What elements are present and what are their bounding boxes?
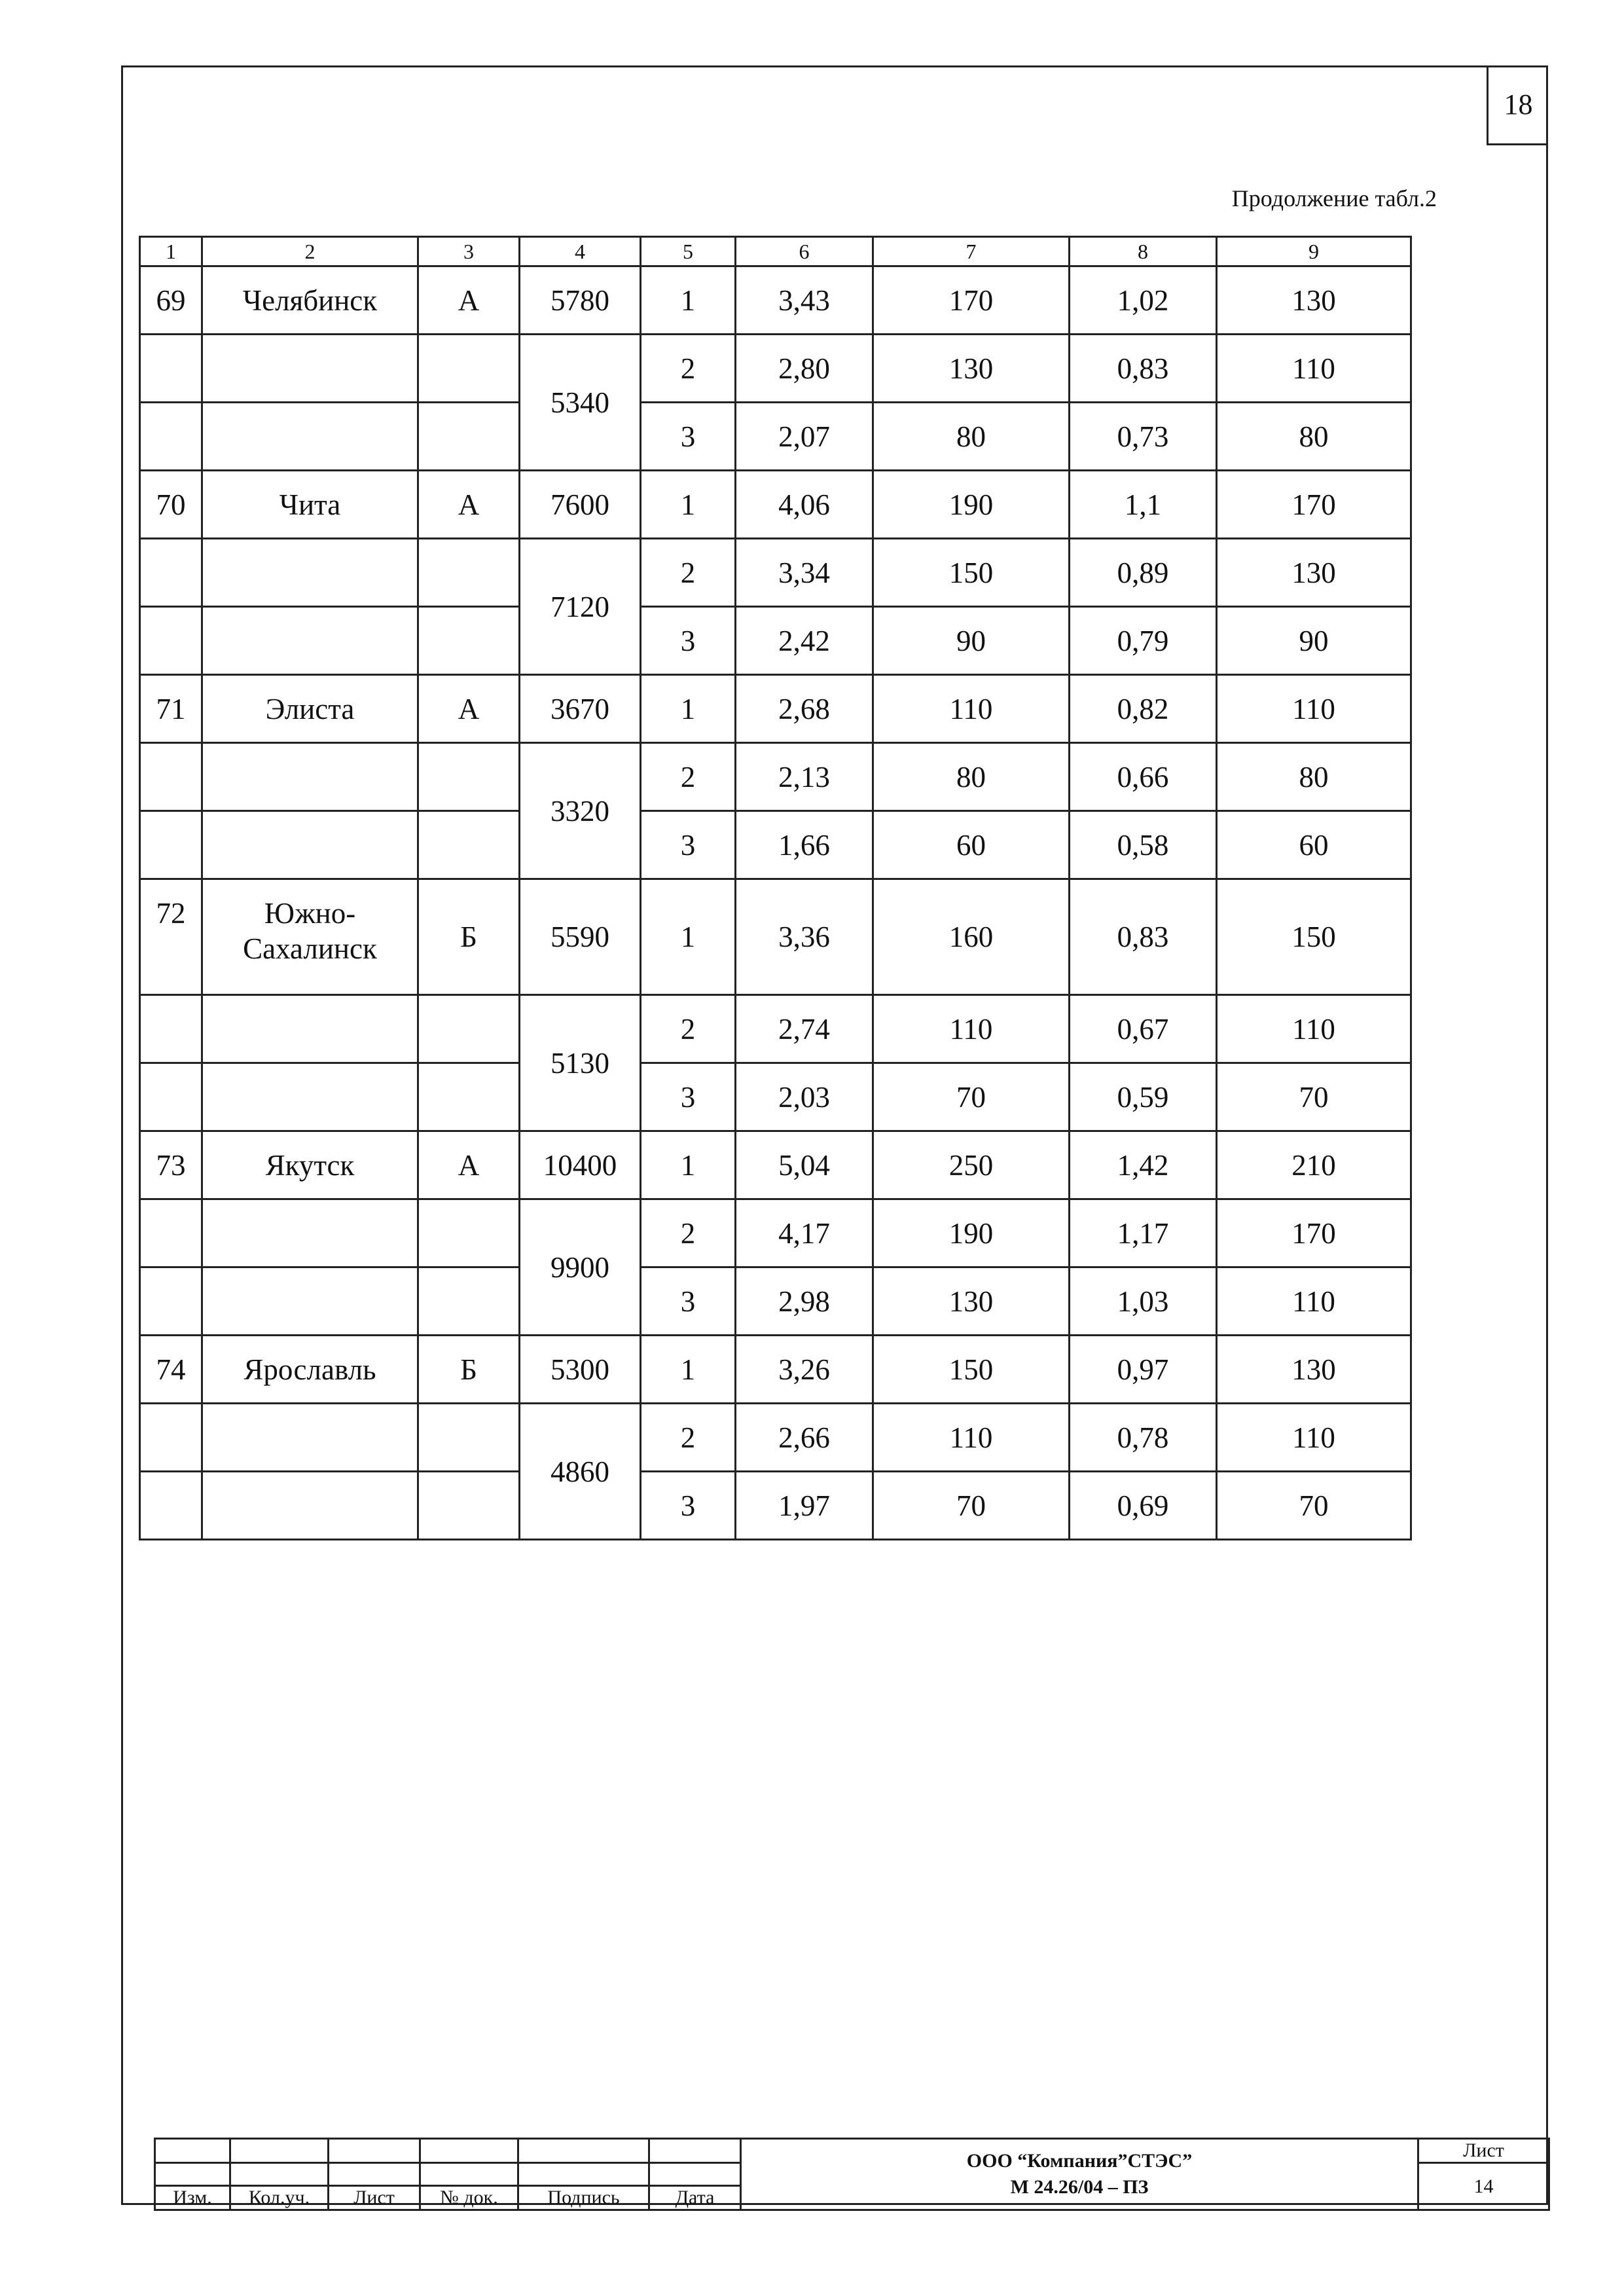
city-name: Челябинск (202, 266, 418, 335)
row-number: 74 (140, 1336, 202, 1404)
table-row (140, 335, 1411, 403)
table-row (140, 1472, 1411, 1540)
row-number: 73 (140, 1131, 202, 1199)
value-col9: 110 (1217, 675, 1411, 743)
value-col7: 60 (873, 811, 1070, 879)
value-col6: 1,97 (736, 1472, 873, 1540)
zone-type: Б (418, 1336, 520, 1404)
empty-cell (140, 1404, 202, 1472)
value-col5: 1 (641, 879, 736, 995)
value-col5: 1 (641, 1131, 736, 1199)
stamp-label-count: Кол.уч. (230, 2186, 329, 2210)
zone-type: А (418, 471, 520, 539)
empty-cell (140, 335, 202, 403)
value-col4: 5340 (520, 335, 641, 471)
empty-cell (418, 1063, 520, 1131)
column-header: 1 (140, 237, 202, 266)
empty-cell (418, 743, 520, 811)
value-col8: 0,79 (1070, 607, 1217, 675)
stamp-cell (420, 2163, 518, 2186)
value-col7: 70 (873, 1472, 1070, 1540)
value-col9: 110 (1217, 1267, 1411, 1336)
table-row (140, 266, 1411, 335)
table-row (140, 1199, 1411, 1267)
table-header-row (140, 237, 1411, 266)
document-code: М 24.26/04 – ПЗ (1010, 2176, 1149, 2198)
value-col9: 130 (1217, 1336, 1411, 1404)
city-name: Ярославль (202, 1336, 418, 1404)
value-col4: 10400 (520, 1131, 641, 1199)
row-number: 70 (140, 471, 202, 539)
value-col6: 2,68 (736, 675, 873, 743)
value-col4: 9900 (520, 1199, 641, 1336)
value-col5: 3 (641, 403, 736, 471)
row-number: 69 (140, 266, 202, 335)
value-col8: 0,67 (1070, 995, 1217, 1063)
value-col7: 130 (873, 335, 1070, 403)
value-col4: 7600 (520, 471, 641, 539)
empty-cell (202, 403, 418, 471)
table-row (140, 743, 1411, 811)
column-header: 4 (520, 237, 641, 266)
value-col9: 110 (1217, 1404, 1411, 1472)
value-col7: 110 (873, 675, 1070, 743)
title-block (154, 2138, 1550, 2211)
company-name: ООО “Компания”СТЭС” (966, 2149, 1193, 2172)
empty-cell (418, 1472, 520, 1540)
column-header: 9 (1217, 237, 1411, 266)
stamp-label-date: Дата (649, 2186, 741, 2210)
column-header: 3 (418, 237, 520, 266)
value-col4: 5130 (520, 995, 641, 1131)
value-col7: 110 (873, 1404, 1070, 1472)
value-col8: 0,83 (1070, 879, 1217, 995)
value-col9: 90 (1217, 607, 1411, 675)
stamp-cell (230, 2139, 329, 2163)
empty-cell (140, 403, 202, 471)
value-col5: 2 (641, 1199, 736, 1267)
value-col5: 3 (641, 607, 736, 675)
value-col7: 80 (873, 743, 1070, 811)
value-col6: 2,80 (736, 335, 873, 403)
value-col6: 3,36 (736, 879, 873, 995)
value-col5: 1 (641, 266, 736, 335)
stamp-cell (155, 2139, 230, 2163)
table-row (140, 1131, 1411, 1199)
value-col5: 1 (641, 471, 736, 539)
value-col5: 2 (641, 1404, 736, 1472)
empty-cell (140, 995, 202, 1063)
empty-cell (418, 539, 520, 607)
table-row (140, 1404, 1411, 1472)
empty-cell (202, 743, 418, 811)
value-col7: 150 (873, 1336, 1070, 1404)
stamp-cell (230, 2163, 329, 2186)
stamp-cell (518, 2139, 649, 2163)
company-block (741, 2139, 1418, 2210)
value-col5: 1 (641, 675, 736, 743)
empty-cell (418, 1404, 520, 1472)
value-col6: 3,26 (736, 1336, 873, 1404)
value-col4: 7120 (520, 539, 641, 675)
empty-cell (418, 1267, 520, 1336)
value-col8: 0,58 (1070, 811, 1217, 879)
empty-cell (202, 1472, 418, 1540)
value-col5: 2 (641, 743, 736, 811)
value-col5: 3 (641, 1472, 736, 1540)
value-col4: 4860 (520, 1404, 641, 1540)
value-col5: 2 (641, 539, 736, 607)
empty-cell (202, 995, 418, 1063)
value-col8: 1,02 (1070, 266, 1217, 335)
value-col8: 1,42 (1070, 1131, 1217, 1199)
table-row (140, 403, 1411, 471)
value-col6: 1,66 (736, 811, 873, 879)
value-col6: 4,17 (736, 1199, 873, 1267)
value-col8: 0,97 (1070, 1336, 1217, 1404)
value-col9: 130 (1217, 266, 1411, 335)
zone-type: А (418, 266, 520, 335)
value-col6: 2,13 (736, 743, 873, 811)
value-col8: 0,73 (1070, 403, 1217, 471)
table-row (140, 471, 1411, 539)
value-col9: 70 (1217, 1472, 1411, 1540)
table-row (140, 1336, 1411, 1404)
value-col8: 0,83 (1070, 335, 1217, 403)
value-col4: 3320 (520, 743, 641, 879)
value-col8: 0,66 (1070, 743, 1217, 811)
value-col4: 5780 (520, 266, 641, 335)
empty-cell (418, 403, 520, 471)
value-col8: 0,82 (1070, 675, 1217, 743)
data-table (139, 236, 1412, 1540)
city-name: Чита (202, 471, 418, 539)
value-col6: 4,06 (736, 471, 873, 539)
stamp-cell (649, 2163, 741, 2186)
value-col6: 2,66 (736, 1404, 873, 1472)
empty-cell (418, 335, 520, 403)
empty-cell (140, 811, 202, 879)
empty-cell (140, 1267, 202, 1336)
stamp-label-docno: № док. (420, 2186, 518, 2210)
table-row (140, 607, 1411, 675)
value-col8: 0,69 (1070, 1472, 1217, 1540)
value-col9: 80 (1217, 743, 1411, 811)
value-col5: 1 (641, 1336, 736, 1404)
zone-type: А (418, 675, 520, 743)
empty-cell (202, 607, 418, 675)
value-col8: 0,59 (1070, 1063, 1217, 1131)
table-row (140, 811, 1411, 879)
empty-cell (202, 1199, 418, 1267)
value-col6: 2,03 (736, 1063, 873, 1131)
stamp-cell (329, 2163, 420, 2186)
city-name: Элиста (202, 675, 418, 743)
empty-cell (140, 607, 202, 675)
value-col9: 80 (1217, 403, 1411, 471)
continuation-label: Продолжение табл.2 (1231, 185, 1437, 211)
value-col7: 130 (873, 1267, 1070, 1336)
value-col7: 190 (873, 471, 1070, 539)
value-col7: 190 (873, 1199, 1070, 1267)
value-col6: 2,07 (736, 403, 873, 471)
table-row (140, 879, 1411, 995)
empty-cell (202, 539, 418, 607)
value-col9: 110 (1217, 335, 1411, 403)
zone-type: Б (418, 879, 520, 995)
city-name: Южно- Сахалинск (202, 879, 418, 995)
value-col9: 170 (1217, 1199, 1411, 1267)
value-col5: 3 (641, 1063, 736, 1131)
value-col7: 250 (873, 1131, 1070, 1199)
value-col4: 5590 (520, 879, 641, 995)
row-number: 72 (140, 879, 202, 995)
page-number: 18 (1487, 65, 1548, 145)
value-col8: 0,89 (1070, 539, 1217, 607)
value-col8: 0,78 (1070, 1404, 1217, 1472)
value-col6: 5,04 (736, 1131, 873, 1199)
empty-cell (202, 1404, 418, 1472)
value-col9: 70 (1217, 1063, 1411, 1131)
value-col9: 110 (1217, 995, 1411, 1063)
value-col7: 90 (873, 607, 1070, 675)
value-col8: 1,17 (1070, 1199, 1217, 1267)
value-col7: 160 (873, 879, 1070, 995)
table-row (140, 1267, 1411, 1336)
value-col5: 3 (641, 811, 736, 879)
empty-cell (202, 811, 418, 879)
value-col5: 2 (641, 995, 736, 1063)
empty-cell (140, 1063, 202, 1131)
empty-cell (202, 1267, 418, 1336)
value-col6: 3,34 (736, 539, 873, 607)
stamp-cell (420, 2139, 518, 2163)
stamp-cell (649, 2139, 741, 2163)
table-row (140, 995, 1411, 1063)
value-col6: 2,74 (736, 995, 873, 1063)
stamp-cell (329, 2139, 420, 2163)
empty-cell (140, 1199, 202, 1267)
table-row (140, 1063, 1411, 1131)
empty-cell (202, 335, 418, 403)
value-col9: 210 (1217, 1131, 1411, 1199)
stamp-cell (155, 2163, 230, 2186)
stamp-cell (518, 2163, 649, 2186)
value-col8: 1,03 (1070, 1267, 1217, 1336)
city-name: Якутск (202, 1131, 418, 1199)
value-col6: 3,43 (736, 266, 873, 335)
value-col9: 60 (1217, 811, 1411, 879)
empty-cell (202, 1063, 418, 1131)
value-col8: 1,1 (1070, 471, 1217, 539)
value-col5: 2 (641, 335, 736, 403)
stamp-label-sheet: Лист (329, 2186, 420, 2210)
empty-cell (418, 1199, 520, 1267)
value-col9: 130 (1217, 539, 1411, 607)
stamp-label-signature: Подпись (518, 2186, 649, 2210)
value-col7: 110 (873, 995, 1070, 1063)
stamp-label-change: Изм. (155, 2186, 230, 2210)
value-col4: 5300 (520, 1336, 641, 1404)
empty-cell (418, 607, 520, 675)
column-header: 2 (202, 237, 418, 266)
empty-cell (418, 995, 520, 1063)
table-row (140, 675, 1411, 743)
column-header: 8 (1070, 237, 1217, 266)
empty-cell (140, 1472, 202, 1540)
value-col6: 2,98 (736, 1267, 873, 1336)
value-col7: 150 (873, 539, 1070, 607)
value-col9: 170 (1217, 471, 1411, 539)
column-header: 5 (641, 237, 736, 266)
row-number: 71 (140, 675, 202, 743)
value-col6: 2,42 (736, 607, 873, 675)
value-col4: 3670 (520, 675, 641, 743)
value-col9: 150 (1217, 879, 1411, 995)
value-col7: 70 (873, 1063, 1070, 1131)
table-row (140, 539, 1411, 607)
zone-type: А (418, 1131, 520, 1199)
column-header: 7 (873, 237, 1070, 266)
sheet-number: 14 (1418, 2163, 1549, 2210)
column-header: 6 (736, 237, 873, 266)
value-col7: 170 (873, 266, 1070, 335)
empty-cell (140, 539, 202, 607)
sheet-label: Лист (1418, 2139, 1549, 2163)
empty-cell (140, 743, 202, 811)
value-col5: 3 (641, 1267, 736, 1336)
empty-cell (418, 811, 520, 879)
value-col7: 80 (873, 403, 1070, 471)
